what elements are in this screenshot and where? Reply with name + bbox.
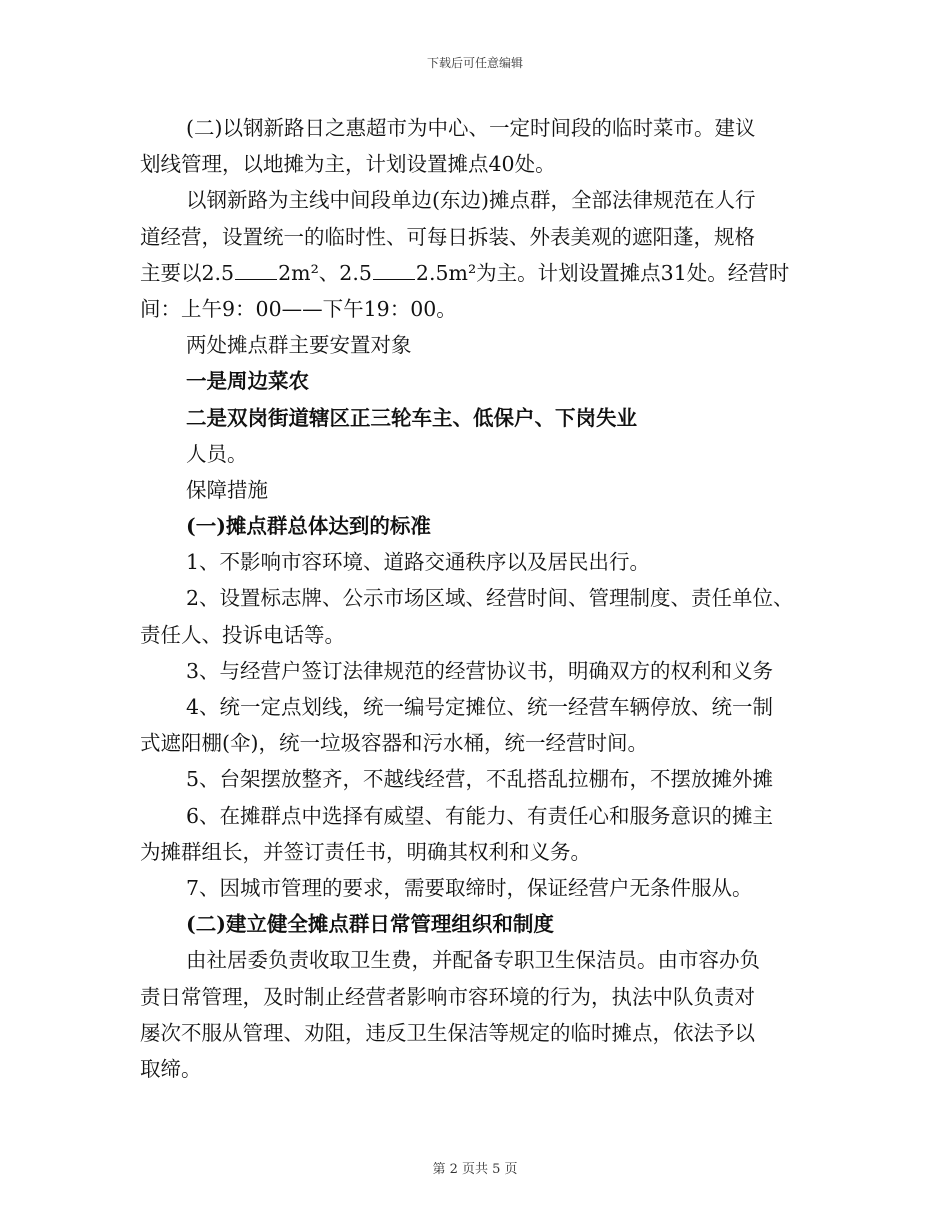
list-item: 4、统一定点划线，统一编号定摊位、统一经营车辆停放、统一制: [186, 695, 774, 719]
paragraph-line: 人员。: [186, 441, 248, 466]
page-header: 下载后可任意编辑: [426, 56, 523, 70]
list-item: 5、台架摆放整齐，不越线经营，不乱搭乱拉棚布，不摆放摊外摊: [186, 767, 774, 792]
fill-blank: [235, 259, 277, 280]
list-item: 2、设置标志牌、公示市场区域、经营时间、管理制度、责任单位、: [186, 586, 794, 611]
text-segment: 2.5m²为主。计划设置摊点31处。经营时: [415, 260, 790, 285]
subheading: (二)建立健全摊点群日常管理组织和制度: [186, 912, 554, 937]
paragraph-line: [140, 255, 830, 291]
page-footer: 第 2 页共 5 页: [432, 1162, 518, 1177]
paragraph-line: 以钢新路为主线中间段单边(东边)摊点群，全部法律规范在人行: [186, 188, 756, 213]
section-heading: 保障措施: [186, 477, 268, 502]
paragraph-line: 由社居委负责收取卫生费，并配备专职卫生保洁员。由市容办负: [186, 948, 760, 973]
list-item: 7、因城市管理的要求，需要取缔时，保证经营户无条件服从。: [186, 875, 753, 900]
paragraph-line: 责日常管理，及时制止经营者影响市容环境的行为，执法中队负责对: [140, 984, 755, 1009]
paragraph-line: 责任人、投诉电话等。: [140, 622, 345, 647]
text-segment: 2m²、2.5: [278, 260, 372, 285]
subheading: 二是双岗街道辖区正三轮车主、低保户、下岗失业: [186, 405, 637, 430]
paragraph-line: 屡次不服从管理、劝阻，违反卫生保洁等规定的临时摊点，依法予以: [140, 1020, 755, 1045]
text-segment: 主要以2.5: [140, 260, 235, 285]
subheading: 一是周边菜农: [186, 369, 309, 394]
list-item: 3、与经营户签订法律规范的经营协议书，明确双方的权利和义务: [186, 658, 774, 683]
list-item: 6、在摊群点中选择有威望、有能力、有责任心和服务意识的摊主: [186, 803, 774, 828]
paragraph-line: 式遮阳棚(伞)，统一垃圾容器和污水桶，统一经营时间。: [140, 731, 648, 756]
subheading: (一)摊点群总体达到的标准: [186, 514, 431, 539]
document-body: [140, 110, 830, 1087]
fill-blank: [373, 259, 415, 280]
paragraph-line: 道经营，设置统一的临时性、可每日拆装、外表美观的遮阳蓬，规格: [140, 224, 755, 249]
paragraph-line: 两处摊点群主要安置对象: [186, 333, 412, 358]
paragraph-line: (二)以钢新路日之惠超市为中心、一定时间段的临时菜市。建议: [186, 116, 756, 140]
paragraph-line: 取缔。: [140, 1056, 202, 1081]
paragraph-line: 为摊群组长，并签订责任书，明确其权利和义务。: [140, 839, 591, 864]
paragraph-line: 划线管理，以地摊为主，计划设置摊点40处。: [140, 152, 556, 177]
list-item: 1、不影响市容环境、道路交通秩序以及居民出行。: [186, 550, 651, 575]
paragraph-line: 间：上午9：00——下午19：00。: [140, 296, 457, 321]
